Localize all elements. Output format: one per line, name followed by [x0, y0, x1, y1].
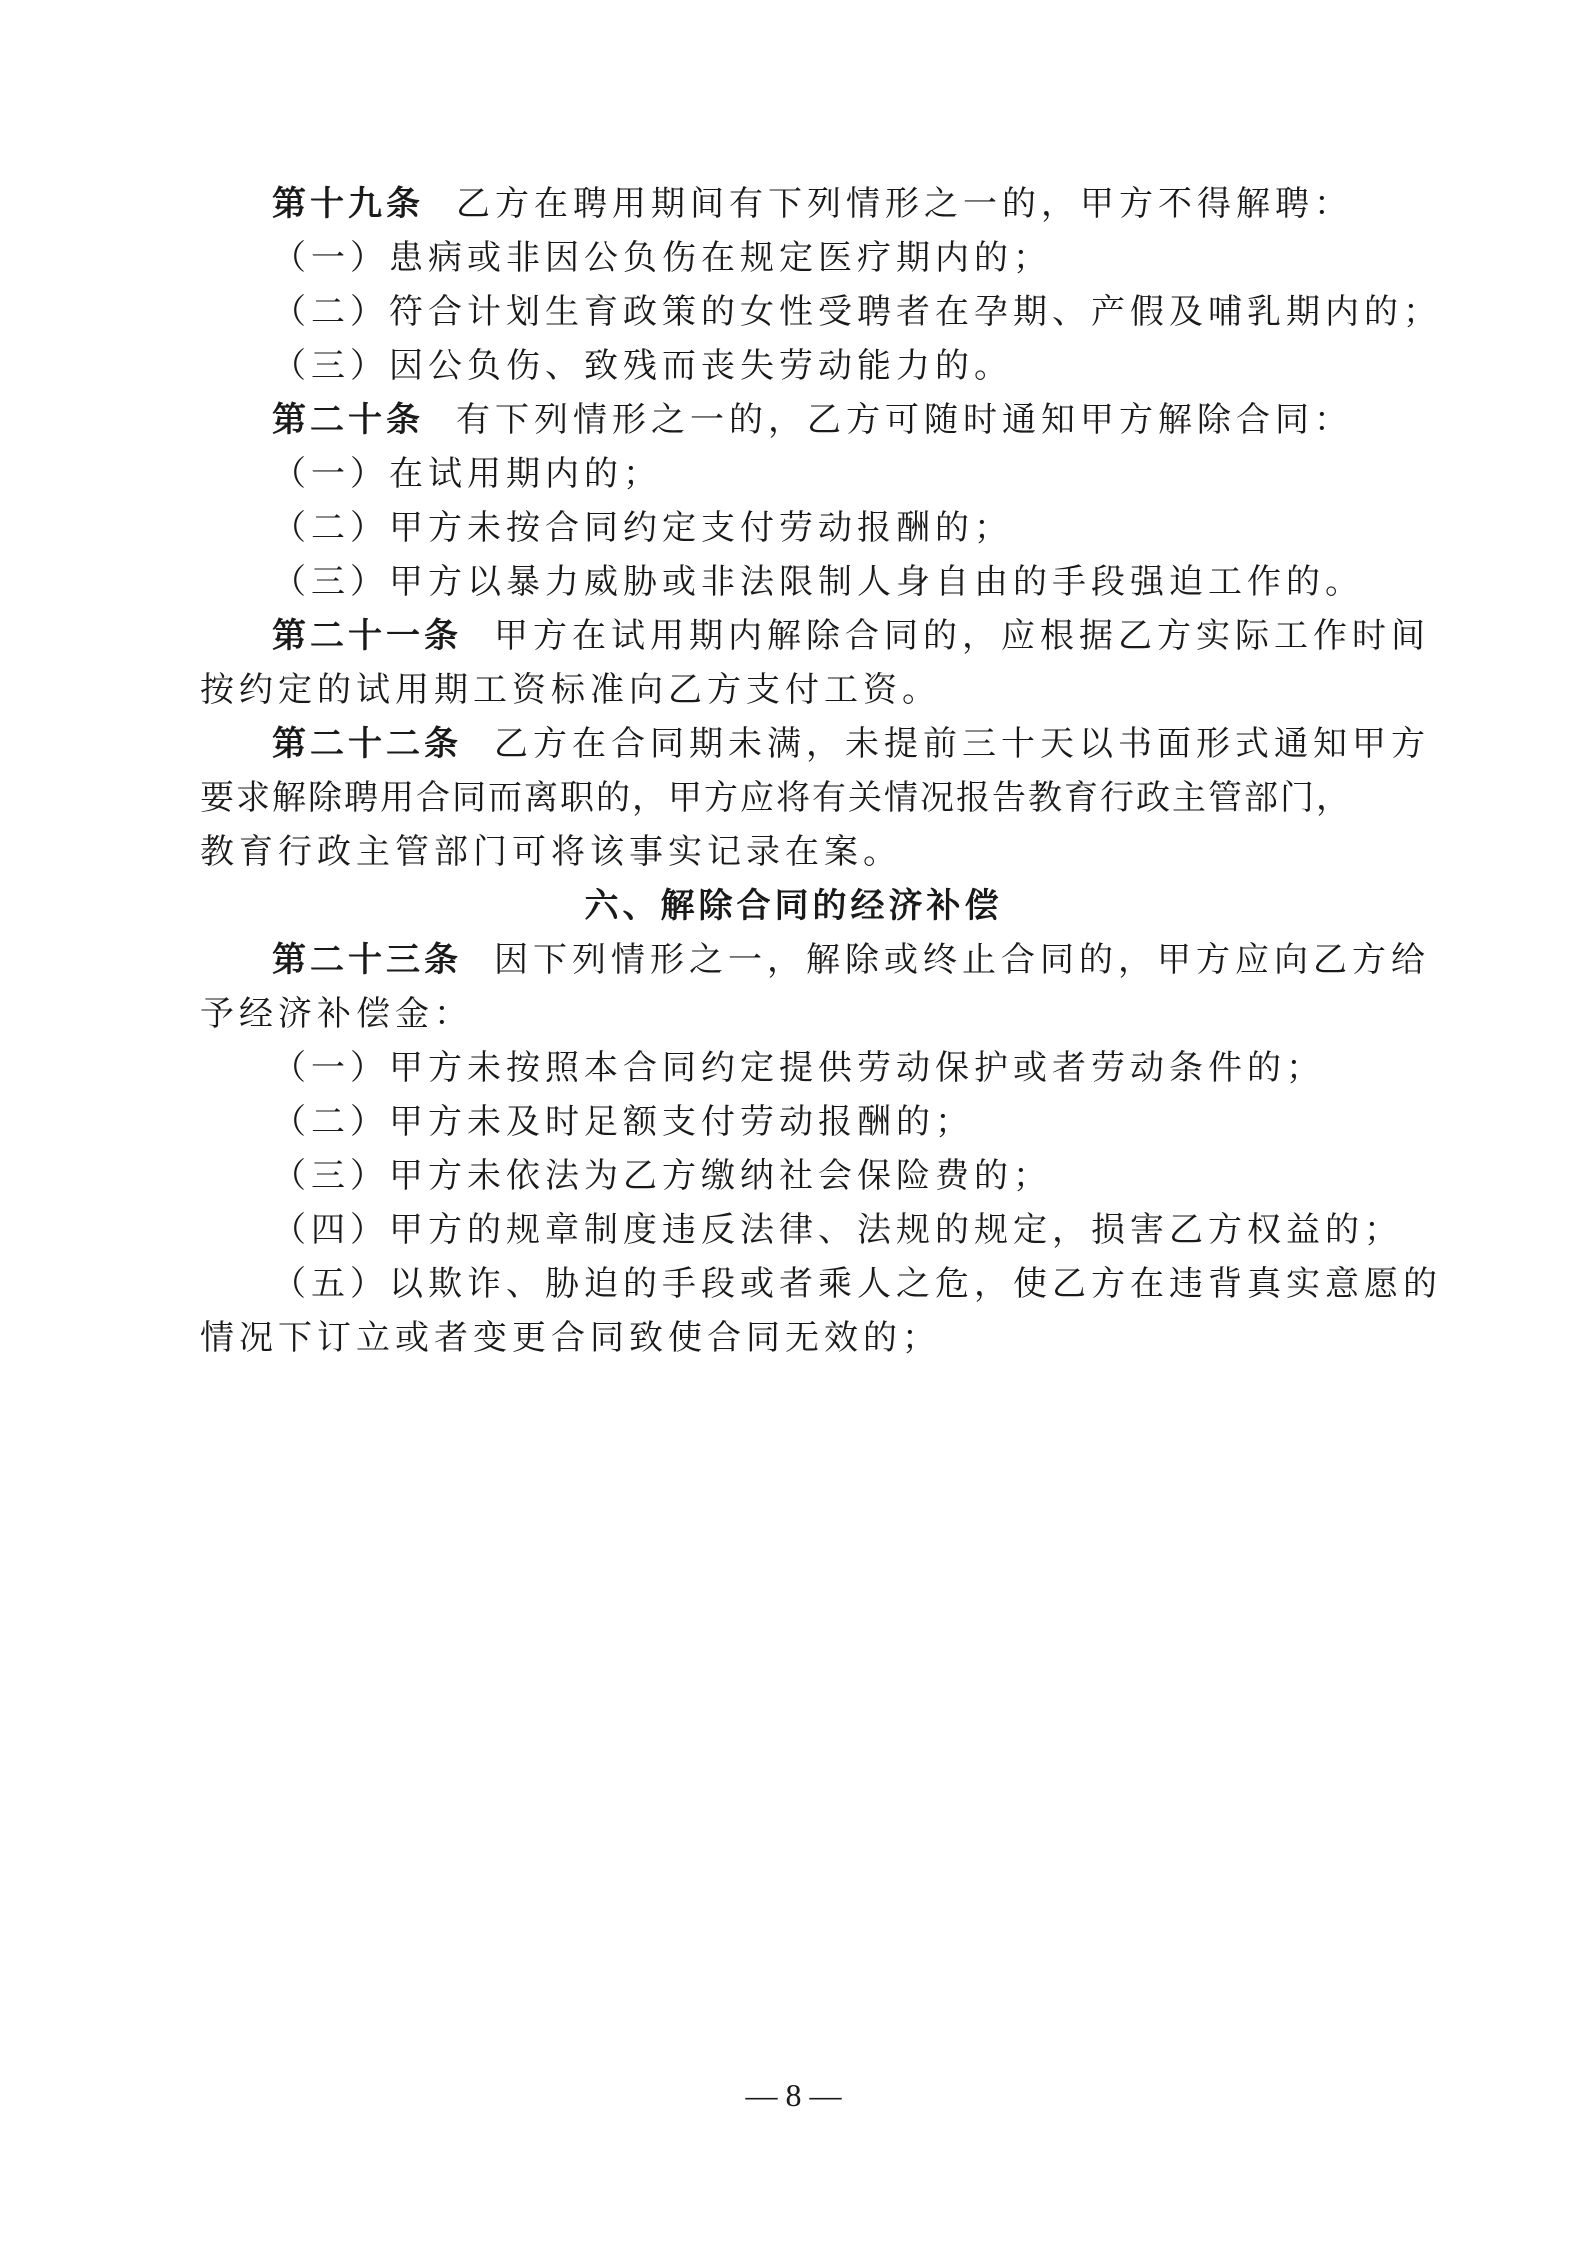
article-22-text-1: 乙方在合同期未满，未提前三十天以书面形式通知甲方 — [494, 724, 1430, 764]
article-22-text-2: 要求解除聘用合同而离职的，甲方应将有关情况报告教育行政主管部门， — [200, 778, 1352, 818]
article-19-heading: 第十九条 — [272, 184, 424, 224]
page-number: — 8 — — [745, 2077, 842, 2113]
article-20-item-1: （一）在试用期内的； — [272, 454, 662, 494]
article-23-item-1: （一）甲方未按照本合同约定提供劳动保护或者劳动条件的； — [272, 1048, 1325, 1088]
article-19-item-2: （二）符合计划生育政策的女性受聘者在孕期、产假及哺乳期内的； — [272, 292, 1442, 332]
article-20-item-3: （三）甲方以暴力威胁或非法限制人身自由的手段强迫工作的。 — [272, 562, 1364, 602]
article-19-item-3: （三）因公负伤、致残而丧失劳动能力的。 — [272, 346, 1013, 386]
section-6-title: 六、解除合同的经济补偿 — [584, 886, 1003, 926]
article-20 — [272, 400, 1472, 440]
article-22-text-3: 教育行政主管部门可将该事实记录在案。 — [200, 832, 902, 872]
article-20-heading: 第二十条 — [272, 400, 424, 440]
article-20-item-2: （二）甲方未按合同约定支付劳动报酬的； — [272, 508, 1013, 548]
article-21 — [272, 616, 1472, 656]
article-23-item-5-continued: 情况下订立或者变更合同致使合同无效的； — [200, 1318, 941, 1358]
article-23-text-1: 因下列情形之一，解除或终止合同的，甲方应向乙方给 — [494, 940, 1430, 980]
article-19-text: 乙方在聘用期间有下列情形之一的，甲方不得解聘： — [456, 184, 1353, 224]
article-23-item-5: （五）以欺诈、胁迫的手段或者乘人之危，使乙方在违背真实意愿的 — [272, 1264, 1442, 1304]
article-23 — [272, 940, 1472, 980]
article-21-text-1: 甲方在试用期内解除合同的，应根据乙方实际工作时间 — [494, 616, 1430, 656]
article-20-text: 有下列情形之一的，乙方可随时通知甲方解除合同： — [456, 400, 1353, 440]
article-23-item-3: （三）甲方未依法为乙方缴纳社会保险费的； — [272, 1156, 1052, 1196]
article-23-item-4: （四）甲方的规章制度违反法律、法规的规定，损害乙方权益的； — [272, 1210, 1403, 1250]
article-22-heading: 第二十二条 — [272, 724, 462, 764]
article-21-heading: 第二十一条 — [272, 616, 462, 656]
article-19 — [272, 184, 1472, 224]
article-23-text-2: 予经济补偿金： — [200, 994, 473, 1034]
article-23-heading: 第二十三条 — [272, 940, 462, 980]
article-23-item-2: （二）甲方未及时足额支付劳动报酬的； — [272, 1102, 974, 1142]
article-22 — [272, 724, 1472, 764]
article-19-item-1: （一）患病或非因公负伤在规定医疗期内的； — [272, 238, 1052, 278]
article-21-text-2: 按约定的试用期工资标准向乙方支付工资。 — [200, 670, 941, 710]
